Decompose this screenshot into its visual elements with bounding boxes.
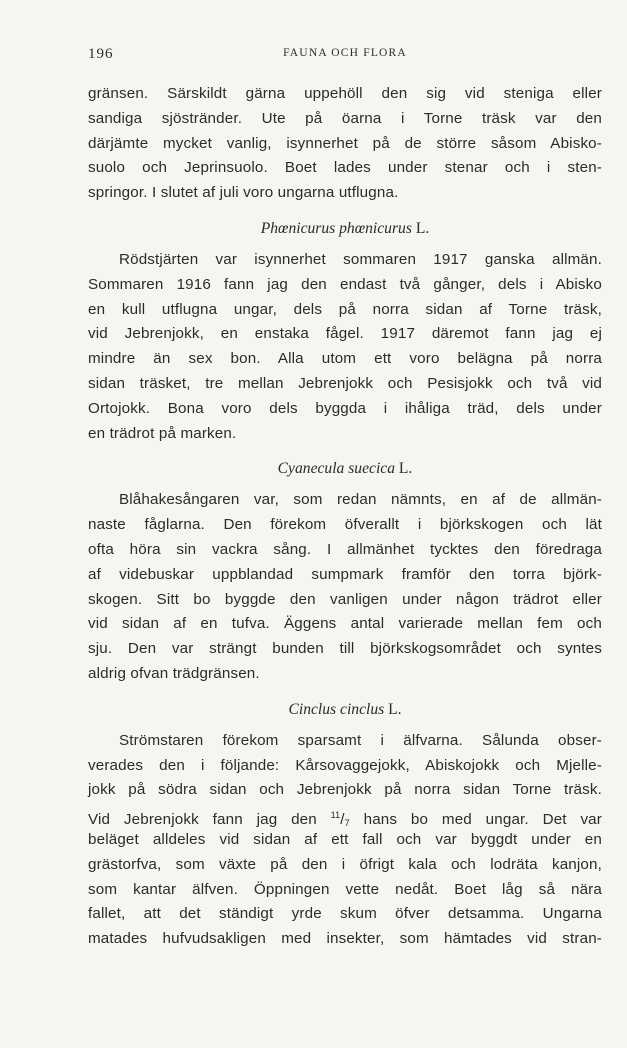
author-abbreviation: L. (388, 700, 402, 718)
scientific-name: Cinclus cinclus (288, 700, 385, 718)
text-line: Blåhakesångaren var, som redan nämnts, en af de allmän- (119, 491, 602, 509)
text-line: därjämte mycket vanlig, isynnerhet på de större såsom Abisko- (88, 134, 602, 152)
paragraph-continuation (88, 82, 602, 206)
text-line: sju. Den var strängt bunden till björkskogsområdet och syntes (88, 640, 602, 658)
text-line: Strömstaren förekom sparsamt i älfvarna. Sålunda obser- (119, 731, 602, 749)
text-line: sidan träsket, tre mellan Jebrenjokk och Pesisjokk och två vid (88, 374, 602, 392)
date-month: 7 (344, 818, 350, 829)
text-line: vid Jebrenjokk, en enstaka fågel. 1917 däremot fann jag ej (88, 325, 602, 343)
running-title: FAUNA OCH FLORA (283, 47, 407, 59)
species-paragraph-cinclus (88, 729, 602, 952)
text-line: Sommaren 1916 fann jag den endast två gånger, dels i Abisko (88, 275, 602, 293)
text-line: gränsen. Särskildt gärna uppehöll den sig vid steniga eller (88, 85, 602, 102)
text-line: en kull utflugna ungar, dels på norra sidan af Torne träsk, (88, 300, 602, 318)
text-line: en trädrot på marken. (88, 424, 237, 442)
text-line: skogen. Sitt bo byggde den vanligen under någon trädrot eller (88, 590, 602, 608)
author-abbreviation: L. (398, 460, 413, 478)
line-segment: Vid Jebrenjokk fann jag den (88, 811, 317, 829)
species-heading-cyanecula (88, 455, 602, 482)
text-line: ofta höra sin vackra sång. I allmänhet tycktes den föredraga (88, 540, 602, 558)
scientific-name: Phœnicurus phœnicurus (260, 219, 412, 237)
date-slash: / (340, 811, 345, 829)
text-line: grästorfva, som växte på den i öfrigt kala och lodräta kanjon, (88, 855, 602, 873)
text-line: Rödstjärten var isynnerhet sommaren 1917 ganska allmän. (119, 250, 602, 268)
text-line: springor. I slutet af juli voro ungarna utflugna. (88, 184, 399, 202)
line-segment: hans bo med ungar. Det var (363, 811, 602, 829)
text-line: af videbuskar uppblandad sumpmark framför den torra björk- (88, 565, 602, 583)
body-text (88, 82, 602, 952)
text-line: verades den i följande: Kårsovaggejokk, Abiskojokk och Mjelle- (88, 756, 602, 774)
scientific-name: Cyanecula suecica (277, 460, 395, 478)
text-line: naste fåglarna. Den förekom öfverallt i björkskogen och lät (88, 516, 602, 534)
text-line-with-date (88, 803, 602, 828)
text-line: fallet, att det ständigt yrde skum öfver detsamma. Ungarna (88, 905, 602, 923)
text-line: aldrig ofvan trädgränsen. (88, 664, 260, 682)
species-heading-phoenicurus (88, 215, 602, 242)
species-paragraph-phoenicurus (88, 248, 602, 446)
date-day: 11 (330, 810, 341, 821)
text-line: som kantar älfven. Öppningen vette nedåt. Boet låg så nära (88, 880, 602, 898)
text-line: mindre än sex bon. Alla utom ett voro belägna på norra (88, 350, 602, 368)
text-line: vid sidan af en tufva. Äggens antal varierade mellan fem och (88, 615, 602, 633)
text-line: Ortojokk. Bona voro dels byggda i ihåliga träd, dels under (88, 399, 602, 417)
text-line: beläget alldeles vid sidan af ett fall och var byggdt under en (88, 830, 602, 848)
author-abbreviation: L. (415, 219, 430, 237)
species-heading-cinclus (88, 696, 602, 723)
species-paragraph-cyanecula (88, 488, 602, 686)
page-header (88, 42, 602, 64)
text-line: jokk på södra sidan och Jebrenjokk på norra sidan Torne träsk. (88, 781, 602, 799)
book-page (88, 42, 602, 952)
text-line: sandiga sjöstränder. Ute på öarna i Torne träsk var den (88, 109, 602, 127)
text-line: matades hufvudsakligen med insekter, som hämtades vid stran- (88, 930, 602, 948)
page-number: 196 (88, 46, 114, 62)
text-line: suolo och Jeprinsuolo. Boet lades under stenar och i sten- (88, 159, 602, 177)
date-fraction (331, 811, 350, 828)
